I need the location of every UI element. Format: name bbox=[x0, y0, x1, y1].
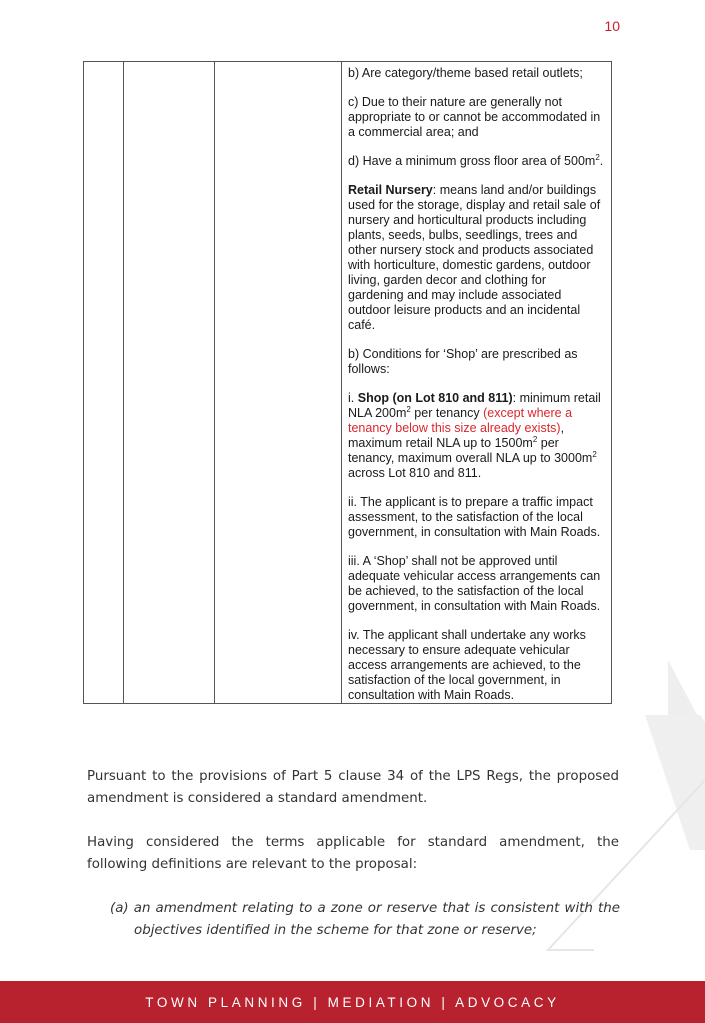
table-cell-provisions bbox=[342, 62, 612, 704]
item-d bbox=[348, 154, 605, 169]
watermark-shape-upper bbox=[668, 660, 705, 800]
cond-i-sup1: 2 bbox=[406, 404, 411, 414]
footer-bar bbox=[0, 981, 705, 1023]
item-b: b) Are category/theme based retail outlets; bbox=[348, 66, 583, 80]
table-cell-col1 bbox=[84, 62, 124, 704]
cond-i-a: : minimum retail NLA 200m bbox=[348, 391, 601, 420]
item-d-text: d) Have a minimum gross floor area of 500m bbox=[348, 154, 596, 168]
cond-i-prefix: i. bbox=[348, 391, 358, 405]
condition-iii: iii. A ‘Shop’ shall not be approved until adequate vehicular access arrangements can be achieved, to the satisfaction of the local government, in consultation with Main Roads. bbox=[348, 554, 601, 613]
retail-nursery-term: Retail Nursery bbox=[348, 183, 433, 197]
cond-i-sup2: 2 bbox=[532, 434, 538, 444]
cond-i-d: per tenancy, maximum overall NLA up to 3000m bbox=[348, 436, 593, 465]
cond-i-sup3: 2 bbox=[592, 449, 597, 459]
page-number: 10 bbox=[604, 18, 620, 34]
cond-i-amendment-red: (except where a tenancy below this size already exists) bbox=[348, 406, 573, 435]
item-d-end: . bbox=[599, 154, 604, 168]
body-paragraph-standard-amendment: Pursuant to the provisions of Part 5 clause 34 of the LPS Regs, the proposed amendment is considered a standard amendment. bbox=[87, 769, 619, 806]
table-cell-col2 bbox=[124, 62, 215, 704]
body-paragraph-definitions: Having considered the terms applicable for standard amendment, the following definitions are relevant to the proposal: bbox=[87, 835, 619, 872]
cond-i-c: , maximum retail NLA up to 1500m bbox=[348, 421, 565, 450]
cond-i-b: per tenancy bbox=[410, 406, 484, 420]
condition-ii: ii. The applicant is to prepare a traffic impact assessment, to the satisfaction of the local government, in consultation with Main Roads. bbox=[348, 495, 601, 539]
table-row bbox=[84, 62, 612, 704]
condition-iv: iv. The applicant shall undertake any works necessary to ensure adequate vehicular access arrangements are achieved, to the satisfaction of the local government, in consultation with Main Roads. bbox=[348, 628, 586, 702]
retail-nursery-definition bbox=[348, 183, 605, 333]
retail-nursery-def: : means land and/or buildings used for the storage, display and retail sale of nursery and horticultural products including plants, seeds, bulbs, seedlings, trees and other nursery stock and products associated with horticulture, domestic gardens, outdoor living, garden decor and clothing for gardening and may include associated outdoor leisure products and an incidental café. bbox=[348, 183, 601, 332]
condition-i bbox=[348, 391, 605, 481]
watermark-shape-lower bbox=[645, 715, 705, 850]
footer-tagline: TOWN PLANNING | MEDIATION | ADVOCACY bbox=[145, 994, 560, 1010]
item-c: c) Due to their nature are generally not appropriate to or cannot be accommodated in a commercial area; and bbox=[348, 95, 601, 139]
amendment-table bbox=[83, 61, 612, 704]
cond-i-e: across Lot 810 and 811. bbox=[348, 466, 482, 480]
item-d-sup: 2 bbox=[595, 152, 600, 162]
cond-i-term: Shop (on Lot 810 and 811) bbox=[357, 391, 513, 405]
definition-list-item-a: (a) an amendment relating to a zone or reserve that is consistent with the objectives identified in the scheme for that zone or reserve; bbox=[110, 901, 620, 938]
conditions-intro: b) Conditions for ‘Shop’ are prescribed as follows: bbox=[348, 347, 578, 376]
table-cell-col3 bbox=[215, 62, 342, 704]
